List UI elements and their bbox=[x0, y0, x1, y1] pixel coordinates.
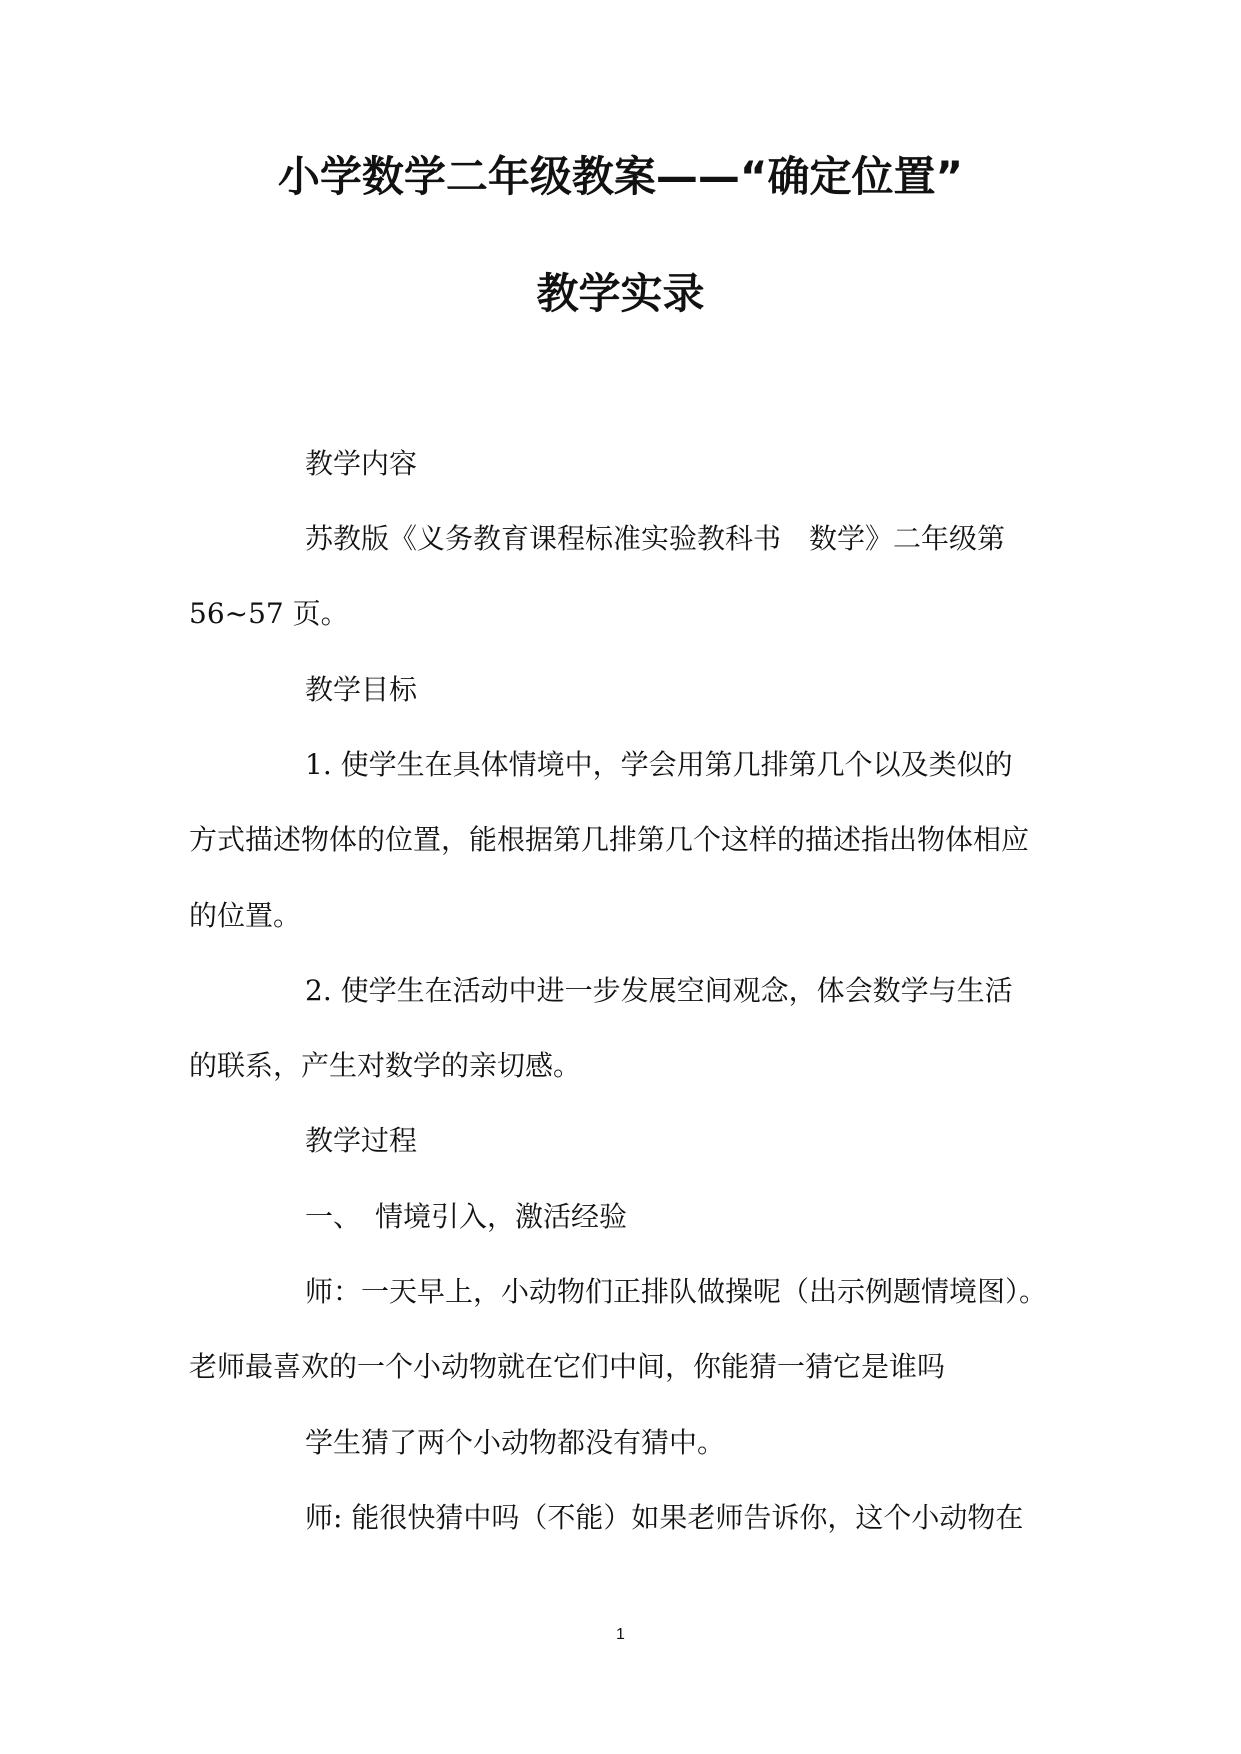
paragraph-line: 的联系，产生对数学的亲切感。 bbox=[189, 1049, 582, 1082]
paragraph-line: 方式描述物体的位置，能根据第几排第几个这样的描述指出物体相应 bbox=[189, 823, 1030, 856]
paragraph-line: 学生猜了两个小动物都没有猜中。 bbox=[305, 1426, 726, 1459]
document-title-line-1: 小学数学二年级教案——“确定位置” bbox=[277, 152, 964, 201]
paragraph-line: 的位置。 bbox=[189, 899, 302, 932]
paragraph-line: 老师最喜欢的一个小动物就在它们中间，你能猜一猜它是谁吗 bbox=[189, 1350, 946, 1383]
heading-teaching-goals: 教学目标 bbox=[305, 673, 418, 706]
paragraph-line: 56~57 页。 bbox=[189, 597, 349, 630]
document-title-line-2: 教学实录 bbox=[536, 269, 705, 318]
heading-teaching-content: 教学内容 bbox=[305, 447, 418, 480]
paragraph-line: 师：一天早上，小动物们正排队做操呢（出示例题情境图）。 bbox=[305, 1275, 1048, 1308]
paragraph-line: 苏教版《义务教育课程标准实验教科书 数学》二年级第 bbox=[305, 522, 1006, 555]
paragraph-line: 2. 使学生在活动中进一步发展空间观念，体会数学与生活 bbox=[305, 974, 1013, 1007]
paragraph-line: 师: 能很快猜中吗（不能）如果老师告诉你，这个小动物在 bbox=[305, 1501, 1024, 1534]
paragraph-line: 1. 使学生在具体情境中，学会用第几排第几个以及类似的 bbox=[305, 748, 1013, 781]
heading-teaching-process: 教学过程 bbox=[305, 1124, 418, 1157]
page-number: 1 bbox=[616, 1626, 625, 1643]
section-heading: 一、 情境引入，激活经验 bbox=[305, 1200, 628, 1233]
